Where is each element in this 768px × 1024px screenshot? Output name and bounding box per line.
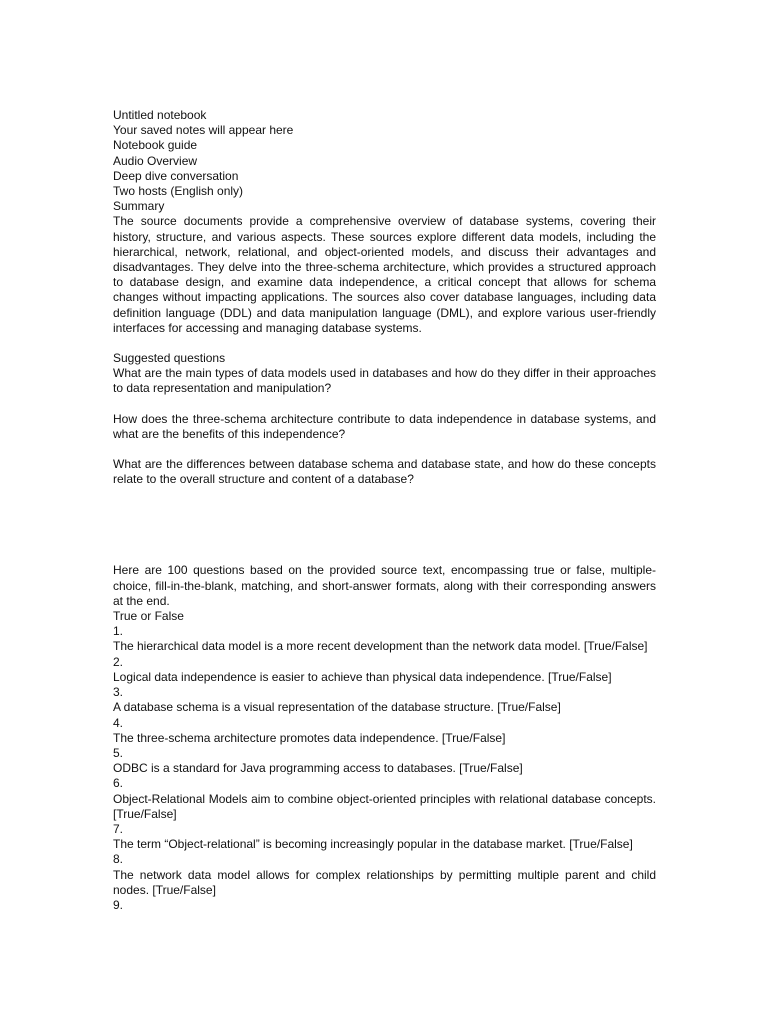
notebook-guide-label: Notebook guide [113, 138, 198, 153]
question-text: Object-Relational Models aim to combine object-oriented principles with relational database concepts. [True/False] [113, 791, 656, 821]
question-text: Logical data independence is easier to achieve than physical data independence. [True/False] [113, 669, 612, 684]
notebook-title: Untitled notebook [113, 108, 207, 122]
summary-heading: Summary [113, 199, 165, 214]
question-number: 2. [113, 654, 124, 669]
true-false-heading: True or False [113, 609, 184, 624]
audio-overview-label: Audio Overview [113, 153, 198, 168]
hosts-label: Two hosts (English only) [113, 184, 244, 199]
question-number: 6. [113, 776, 124, 791]
question-number: 8. [113, 852, 124, 867]
question-text: The three-schema architecture promotes data independence. [True/False] [113, 730, 506, 745]
question-text: A database schema is a visual representation of the database structure. [True/False] [113, 700, 561, 715]
question-number: 3. [113, 685, 124, 700]
suggested-question-2: How does the three-schema architecture contribute to data independence in database systems, and what are the benefits of this independence? [113, 411, 656, 441]
question-text: The hierarchical data model is a more recent development than the network data model. [True/False] [113, 639, 648, 654]
suggested-questions-heading: Suggested questions [113, 351, 226, 366]
question-number: 9. [113, 897, 124, 912]
question-number: 4. [113, 715, 124, 730]
document-page [113, 108, 656, 913]
suggested-question-1: What are the main types of data models used in databases and how do they differ in their approaches to data representation and manipulation? [113, 366, 656, 396]
suggested-question-3: What are the differences between database schema and database state, and how do these concepts relate to the overall structure and content of a database? [113, 457, 656, 487]
question-text: The network data model allows for complex relationships by permitting multiple parent and child nodes. [True/False] [113, 867, 656, 897]
deep-dive-label: Deep dive conversation [113, 168, 239, 183]
summary-paragraph: The source documents provide a comprehensive overview of database systems, covering their history, structure, and various aspects. These sources explore different data models, including the hierarchical, network, relational, and object-oriented models, and discuss their advantages and disadvantages. They delve into the three-schema architecture, which provides a structured approach to database design, and examine data independence, a critical concept that allows for schema changes without impacting applications. The sources also cover database languages, including data definition language (DDL) and data manipulation language (DML), and explore various user-friendly interfaces for accessing and managing database systems. [113, 214, 656, 335]
saved-notes-text: Your saved notes will appear here [113, 123, 294, 138]
question-number: 5. [113, 745, 124, 760]
question-number: 1. [113, 624, 124, 639]
quiz-intro: Here are 100 questions based on the provided source text, encompassing true or false, multiple-choice, fill-in-the-blank, matching, and short-answer formats, along with their corresponding answers at the end. [113, 563, 656, 608]
question-text: ODBC is a standard for Java programming access to databases. [True/False] [113, 761, 523, 776]
question-number: 7. [113, 821, 124, 836]
question-text: The term “Object-relational” is becoming increasingly popular in the database market. [True/False] [113, 837, 633, 852]
